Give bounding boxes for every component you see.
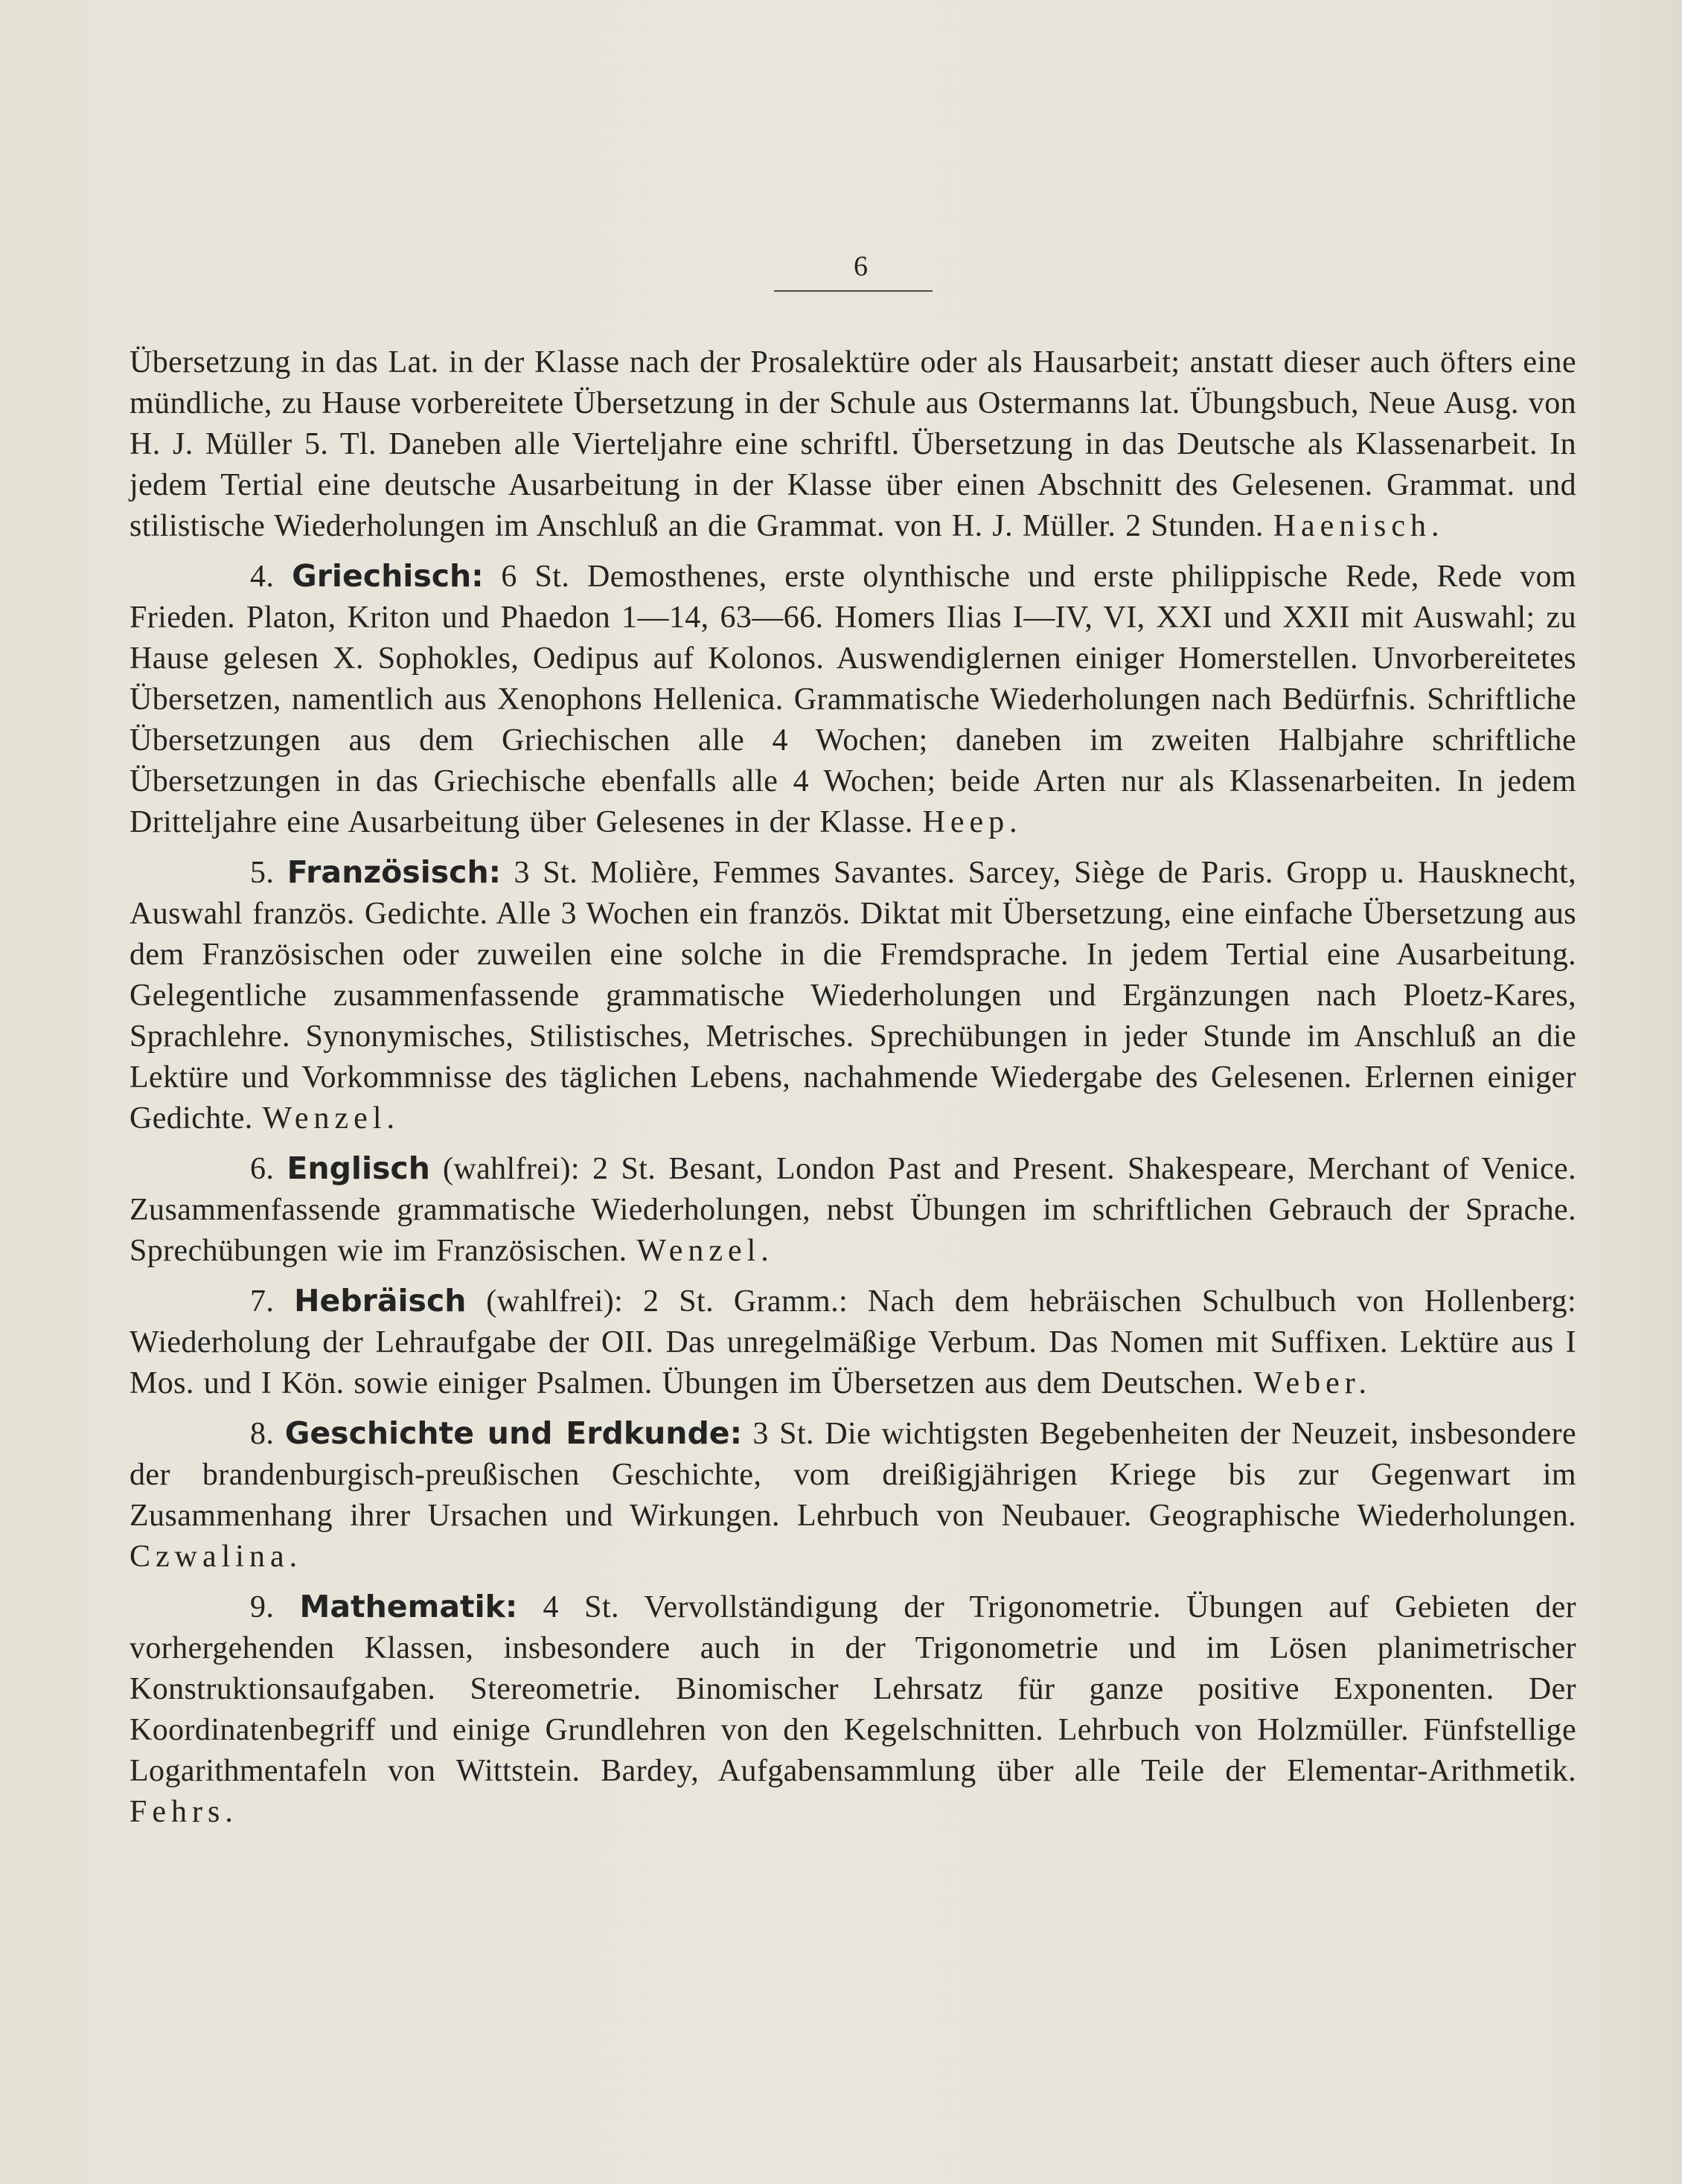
section-subject: Geschichte und Erdkunde:	[284, 1415, 743, 1451]
section-franzoesisch	[129, 852, 1576, 1139]
teacher-name: Heep.	[922, 805, 1023, 839]
section-subject: Hebräisch	[294, 1283, 467, 1319]
section-number: 7.	[250, 1284, 275, 1319]
continuation-paragraph	[129, 342, 1576, 547]
section-hebraeisch	[129, 1281, 1576, 1404]
teacher-name: Haenisch.	[1273, 509, 1445, 543]
section-subject: Englisch	[287, 1150, 430, 1186]
teacher-name: Fehrs.	[129, 1795, 238, 1829]
page-number-rule	[774, 290, 933, 292]
teacher-name: Wenzel.	[262, 1101, 400, 1136]
section-body: (wahlfrei): 2 St. Gramm.: Nach dem hebräischen Schulbuch von Hollenberg: Wiederholung der Lehraufgabe der OII. Das unregelmäßige Verbum. Das Nomen mit Suffixen. Lektüre aus I Mos. und I Kön. sowie einiger Psalmen. Übungen im Übersetzen aus dem Deutschen.	[129, 1284, 1577, 1400]
teacher-name: Wenzel.	[636, 1234, 774, 1268]
paragraph-body: Übersetzung in das Lat. in der Klasse nach der Prosalektüre oder als Hausarbeit; anstatt dieser auch öfters eine mündliche, zu Hause vorbereitete Übersetzung in der Schule aus Ostermanns lat. Übungsbuch, Neue Ausg. von H. J. Müller 5. Tl. Daneben alle Vierteljahre eine schriftl. Übersetzung in das Deutsche als Klassenarbeit. In jedem Tertial eine deutsche Ausarbeitung in der Klasse über einen Abschnitt des Gelesenen. Grammat. und stilistische Wiederholungen im Anschluß an die Grammat. von H. J. Müller. 2 Stunden.	[129, 345, 1576, 543]
section-subject: Französisch:	[287, 854, 502, 890]
section-body: (wahlfrei): 2 St. Besant, London Past and Present. Shakespeare, Merchant of Venice. Zusammenfassende grammatische Wiederholungen, nebst Übungen im schriftlichen Gebrauch der Sprache. Sprechübungen wie im Französischen.	[129, 1152, 1577, 1268]
section-geschichte-erdkunde	[129, 1413, 1576, 1578]
page-text	[129, 342, 1576, 1842]
section-griechisch	[129, 556, 1576, 843]
section-subject: Mathematik:	[299, 1589, 518, 1624]
section-number: 9.	[250, 1590, 275, 1624]
section-body: 6 St. Demosthenes, erste olynthische und erste philippische Rede, Rede vom Frieden. Platon, Kriton und Phaedon 1—14, 63—66. Homers Ilias I—IV, VI, XXI und XXII mit Auswahl; zu Hause gelesen X. Sophokles, Oedipus auf Kolonos. Auswendiglernen einiger Homerstellen. Unvorbereitetes Übersetzen, namentlich aus Xenophons Hellenica. Grammatische Wiederholungen nach Bedürfnis. Schriftliche Übersetzungen aus dem Griechischen alle 4 Wochen; daneben im zweiten Halbjahre schriftliche Übersetzungen in das Griechische ebenfalls alle 4 Wochen; beide Arten nur als Klassenarbeiten. In jedem Dritteljahre eine Ausarbeitung über Gelesenes in der Klasse.	[129, 560, 1576, 839]
section-number: 6.	[250, 1152, 275, 1186]
section-number: 4.	[250, 560, 275, 594]
page-number: 6	[854, 251, 868, 282]
teacher-name: Czwalina.	[129, 1540, 303, 1574]
section-body: 4 St. Vervollständigung der Trigonometrie. Übungen auf Gebieten der vorhergehenden Klassen, insbesondere auch in der Trigonometrie und im Lösen planimetrischer Konstruktionsaufgaben. Stereometrie. Binomischer Lehrsatz für ganze positive Exponenten. Der Koordinatenbegriff und einige Grundlehren von den Kegelschnitten. Lehrbuch von Holzmüller. Fünfstellige Logarithmentafeln von Wittstein. Bardey, Aufgabensammlung über alle Teile der Elementar-Arithmetik.	[129, 1590, 1576, 1788]
section-subject: Griechisch:	[292, 558, 484, 594]
section-mathematik	[129, 1586, 1576, 1833]
teacher-name: Weber.	[1253, 1366, 1372, 1400]
section-body: 3 St. Molière, Femmes Savantes. Sarcey, Siège de Paris. Gropp u. Hausknecht, Auswahl französ. Gedichte. Alle 3 Wochen ein französ. Diktat mit Übersetzung, eine einfache Übersetzung aus dem Französischen oder zuweilen eine solche in die Fremdsprache. In jedem Tertial eine Ausarbeitung. Gelegentliche zusammenfassende grammatische Wiederholungen und Ergänzungen nach Ploetz-Kares, Sprachlehre. Synonymisches, Stilistisches, Metrisches. Sprechübungen in jeder Stunde im Anschluß an die Lektüre und Vorkommnisse des täglichen Lebens, nachahmende Wiedergabe des Gelesenen. Erlernen einiger Gedichte.	[129, 856, 1576, 1136]
section-englisch	[129, 1148, 1576, 1272]
section-number: 5.	[250, 856, 275, 890]
section-number: 8.	[250, 1417, 275, 1451]
section-body: 3 St. Die wichtigsten Begebenheiten der Neuzeit, insbesondere der brandenburgisch-preußischen Geschichte, vom dreißigjährigen Kriege bis zur Gegenwart im Zusammenhang ihrer Ursachen und Wirkungen. Lehrbuch von Neubauer. Geographische Wiederholungen.	[129, 1417, 1577, 1533]
